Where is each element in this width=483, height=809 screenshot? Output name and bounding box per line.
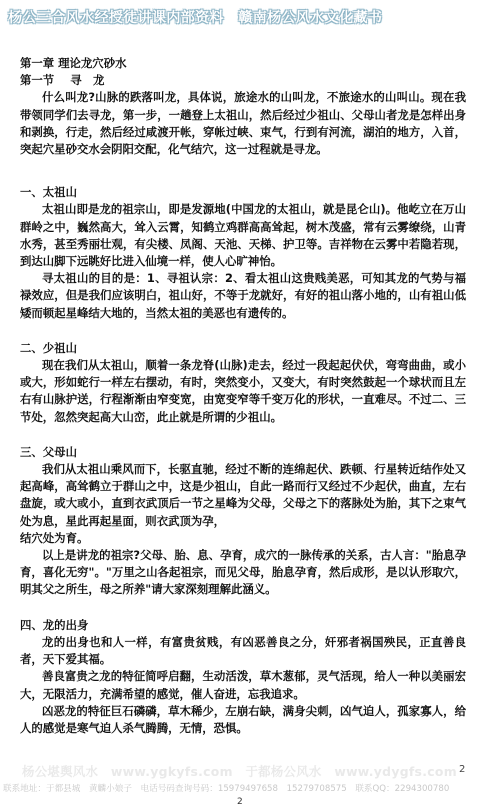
document-body xyxy=(20,55,466,737)
paragraph: 现在我们从太祖山，顺着一条龙脊(山脉)走去，经过一段起起伏伏，弯弯曲曲，或小或大，形如蛇行一样左右摆动，有时，突然变小，又变大，有时突然鼓起一个球状而且左右有山脉护送，行程渐渐由窄变宽，由宽变窄等千变万化的形状，一直难尽。不过二、三节处，忽然突起高大山峦，此止就是所谓的少祖山。 xyxy=(20,358,466,424)
footer-watermark: 杨公堪舆风水 www.ygkyfs.com 于都杨公风水 www.ydygfs.com xyxy=(22,764,457,779)
paragraph: 善良富贵之龙的特征简呼启翻，生动活泼，草木葱郁，灵气活现，给人一种以美丽宏大，无限活力，充满希望的感觉，催人奋进，忘我追求。 xyxy=(20,669,466,701)
paragraph: 结穴处为育。 xyxy=(20,530,89,545)
header-title: 杨公三合风水经授徒讲课内部资料 赣南杨公风水文化藏书 xyxy=(8,10,383,26)
intro-paragraph: 什么叫龙?山脉的跌落叫龙，具体说，旅途水的山叫龙，不旅途水的山叫山。现在我带领同学们去寻龙，第一步，一趟登上太祖山，然后经过少祖山、父母山者龙是怎样出身和剥换，行走，然后经过咸渡开帐，穿帐过峡、束气，行到有河流，湖泊的地方，入首，突起穴星砂交水会阴阳交配，化气结穴，这一过程就是寻龙。 xyxy=(20,90,466,157)
section-heading: 一、太祖山 xyxy=(20,185,77,200)
section-number: 第一节 xyxy=(20,73,55,88)
section-title xyxy=(20,72,466,89)
section-heading: 四、龙的出身 xyxy=(20,617,89,632)
section-name: 寻 龙 xyxy=(70,73,105,88)
section-heading: 三、父母山 xyxy=(20,444,77,459)
paragraph: 龙的出身也和人一样，有富贵贫贱，有凶恶善良之分，奸邪者祸国殃民，正直善良者，天下爱其福。 xyxy=(20,634,466,667)
bottom-page-number: 2 xyxy=(237,797,243,807)
section-heading: 二、少祖山 xyxy=(20,340,77,355)
chapter-title: 第一章 理论龙穴砂水 xyxy=(20,56,127,70)
page-number: 2 xyxy=(459,764,466,775)
paragraph: 以上是讲龙的祖宗?父母、胎、息、孕育，成穴的一脉传承的关系，古人言："胎息孕育，喜化无穷"。"万里之山各起祖宗，而见父母，胎息孕育，然后成形，是以认形取穴，明其父之所生，母之所养"请大家深刻理解此涵义。 xyxy=(20,548,466,597)
paragraph: 寻太祖山的目的是：1、寻祖认宗：2、看太祖山这贵贱美恶，可知其龙的气势与福禄效应，但是我们应该明白，祖山好，不等于龙就好，有好的祖山落小地的，山有祖山低矮而顿起星峰结大地的，当然太祖的美恶也有遗传的。 xyxy=(20,271,466,320)
paragraph: 凶恶龙的特征巨石磷磷，草木稀少，左崩右缺，满身尖刺，凶气迫人，孤家寡人，给人的感觉是寒气迫人杀气腾腾，无情，恐惧。 xyxy=(20,703,466,735)
paragraph: 太祖山即是龙的祖宗山，即是发源地(中国龙的太祖山，就是昆仑山)。他屹立在万山群岭之中，巍然高大，耸入云霄，知鹤立鸡群高高耸起，树木茂盛，常有云雾缭绕，山青水秀，甚至秀丽壮观，有尖楼、凤阁、天池、天梯、护卫等。吉祥物在云雾中若隐若现，到达山脚下远眺好比进入仙境一样，使人心旷神怡。 xyxy=(20,202,466,269)
paragraph: 我们从太祖山乘风而下，长驱直驰，经过不断的连绵起伏、跌顿、行星转近结作处又起高峰，高耸鹤立于群山之中，这是少祖山，自此一路而行又经过不少起伏，曲直，左右盘旋，或大或小，直到衣武顶后一节之星峰为父母，父母之下的落脉处为胎，其下之束气处为息，星此再起星面，则衣武顶为孕， xyxy=(20,462,466,528)
header-banner xyxy=(0,0,483,34)
footer-contact: 联系地址：于都县城 黄麟小娘子 电话号码查询号码：15979497658 15279708575 联系QQ：2294300780 xyxy=(3,784,450,794)
